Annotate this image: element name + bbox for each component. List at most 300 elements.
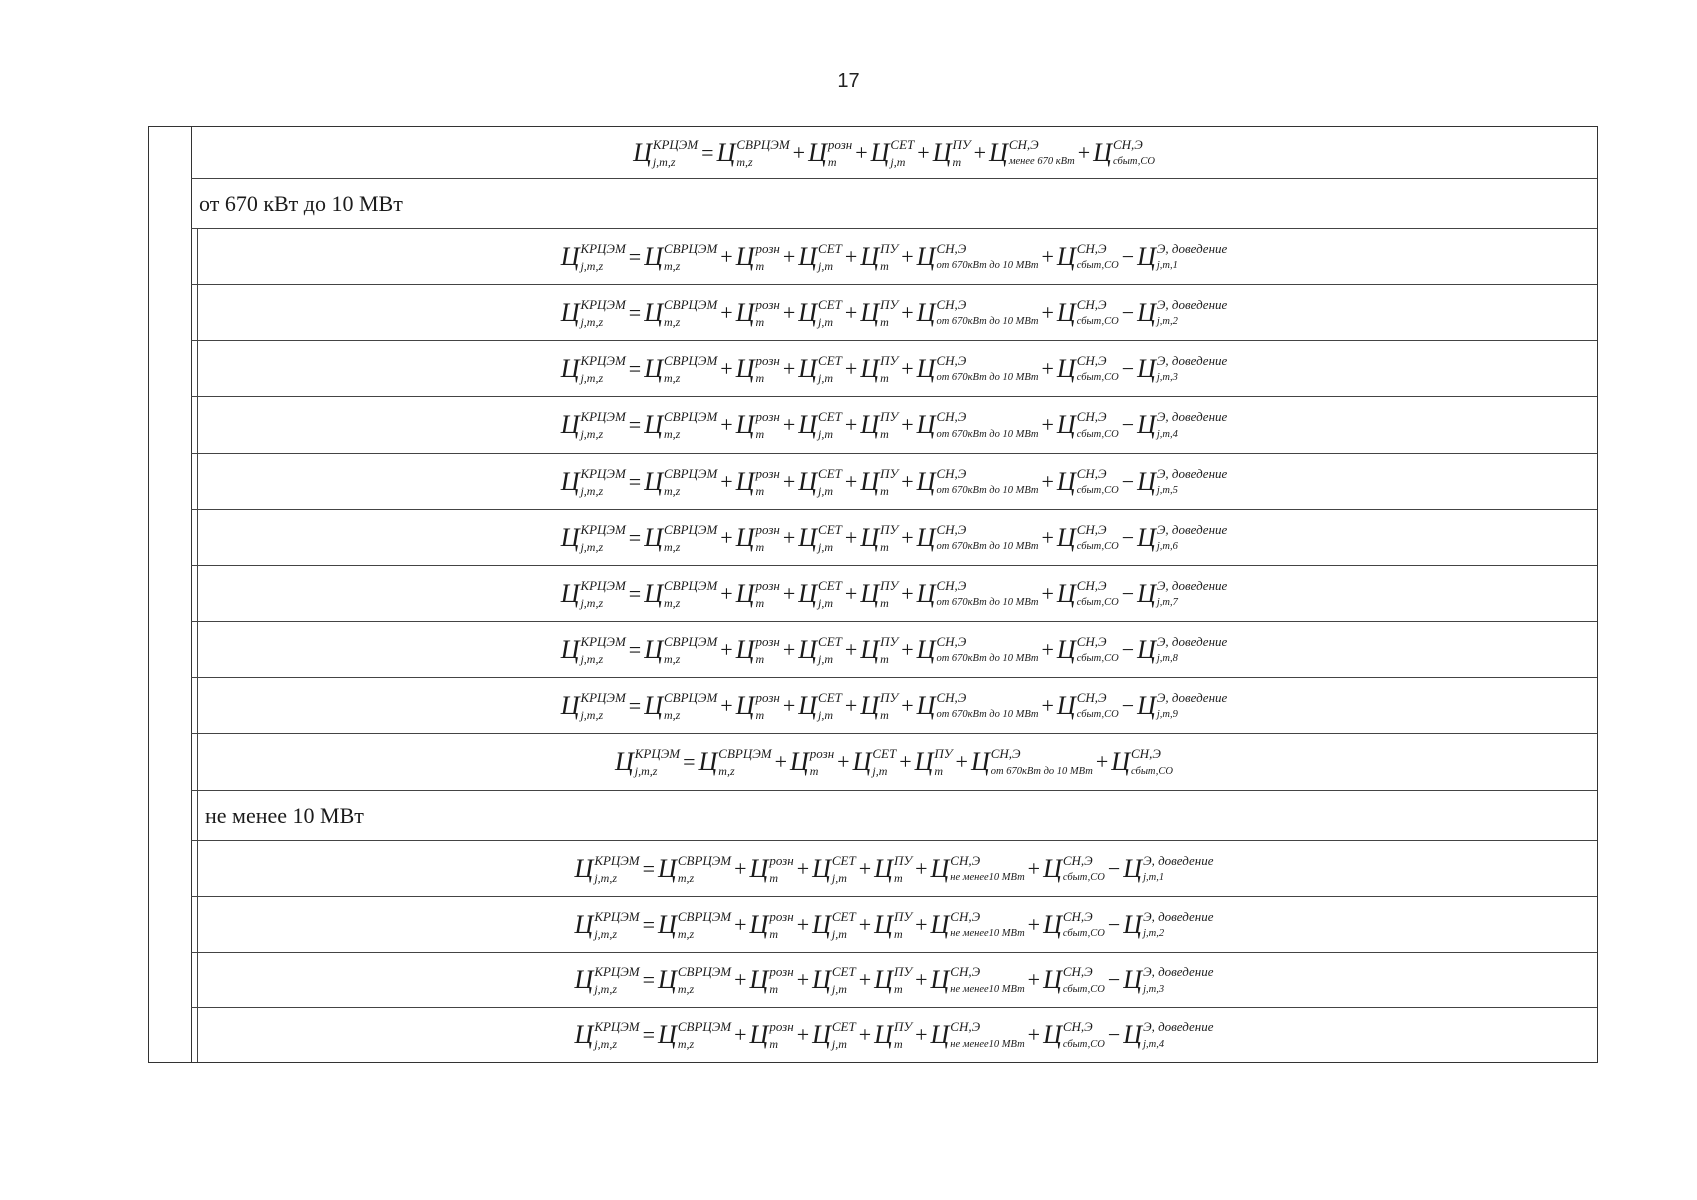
term-subscript: m,z [663, 427, 681, 441]
operator: + [901, 636, 914, 662]
term-scripts [1143, 854, 1213, 884]
term-subscript: сбыт,СО [1076, 260, 1119, 271]
term-superscript: КРЦЭМ [594, 908, 640, 924]
term-krtsem [575, 1020, 640, 1050]
formula-row [191, 734, 1597, 791]
term-superscript: КРЦЭМ [580, 240, 626, 256]
operator: = [628, 299, 642, 325]
formula-row [191, 897, 1597, 953]
price-symbol: Ц [1111, 747, 1131, 776]
term-superscript: ПУ [880, 296, 899, 312]
operator: + [1041, 299, 1054, 325]
operator: + [901, 243, 914, 269]
term-scripts [580, 579, 625, 609]
term-superscript: СН,Э [950, 908, 981, 924]
term-subscript: m [755, 651, 765, 666]
term-subscript: не менее10 МВт [950, 928, 1025, 939]
price-symbol: Ц [658, 965, 677, 994]
term-subscript: j,m [818, 427, 834, 441]
term-superscript: Э, доведение [1156, 689, 1228, 705]
term-subscript: j,m,z [594, 982, 617, 996]
term-sn-volume [917, 410, 1039, 440]
term-scripts [1063, 854, 1105, 884]
operator: + [720, 692, 733, 718]
term-scripts [880, 298, 898, 328]
term-sn-volume [917, 691, 1039, 721]
cell-divider [197, 622, 198, 677]
term-subscript: не менее10 МВт [950, 983, 1025, 995]
operator: + [858, 1022, 872, 1047]
term-scripts [580, 523, 625, 553]
price-symbol: Ц [798, 522, 818, 552]
price-symbol: Ц [914, 747, 934, 776]
term-rozn [750, 910, 794, 940]
operator: = [628, 468, 642, 494]
term-sn-volume [917, 354, 1039, 384]
term-subscript: сбыт,СО [1112, 156, 1155, 167]
term-subscript: j,m [818, 370, 834, 385]
term-subscript: m,z [663, 483, 681, 498]
term-scripts [1077, 635, 1119, 665]
operator: + [796, 911, 810, 937]
price-symbol: Ц [798, 297, 818, 327]
term-set [798, 579, 842, 609]
price-symbol: Ц [808, 137, 827, 167]
term-superscript: СЕТ [831, 908, 856, 924]
term-superscript: СН,Э [1076, 521, 1107, 537]
term-krtsem [561, 467, 626, 497]
price-symbol: Ц [644, 410, 663, 439]
term-scripts [936, 242, 1038, 272]
term-superscript: СН,Э [936, 465, 967, 481]
term-scripts [936, 467, 1038, 497]
term-rozn [736, 298, 780, 328]
term-rozn [736, 467, 780, 497]
term-superscript: СН,Э [1131, 746, 1161, 761]
price-symbol: Ц [749, 965, 769, 994]
operator: − [1121, 468, 1135, 494]
operator: + [720, 355, 733, 381]
term-subscript: m [880, 314, 889, 329]
price-formula [615, 747, 1173, 777]
term-scripts [1063, 1020, 1105, 1050]
term-set [798, 691, 842, 721]
term-scripts [664, 298, 717, 328]
price-symbol: Ц [874, 853, 893, 883]
formula-row [191, 229, 1597, 285]
term-subscript: m [755, 595, 765, 610]
operator: − [1121, 299, 1135, 325]
term-scripts [755, 579, 779, 609]
term-scripts [755, 298, 779, 328]
formula-table [148, 126, 1598, 1063]
price-symbol: Ц [874, 1020, 893, 1049]
term-subscript: сбыт,СО [1131, 765, 1173, 777]
term-superscript: розн [755, 240, 780, 256]
term-superscript: СН,Э [936, 577, 967, 593]
cell-divider [197, 285, 198, 340]
term-superscript: СВРЦЭМ [736, 136, 790, 152]
price-symbol: Ц [1056, 522, 1076, 552]
operator: = [628, 636, 642, 662]
price-symbol: Ц [560, 466, 580, 496]
term-scripts [832, 1020, 856, 1050]
term-krtsem [561, 635, 626, 665]
term-superscript: КРЦЭМ [594, 964, 640, 979]
term-scripts [1063, 910, 1105, 940]
term-scripts [755, 635, 779, 665]
price-symbol: Ц [916, 353, 936, 383]
cell-divider [197, 791, 198, 840]
price-formula [561, 467, 1228, 497]
price-formula [561, 410, 1228, 440]
term-sn-sbyt [1111, 747, 1173, 777]
term-svrtsem [644, 298, 717, 328]
term-sn-volume [931, 854, 1025, 884]
term-subscript: сбыт,СО [1062, 983, 1105, 995]
term-subscript: j,m,z [634, 764, 658, 778]
price-symbol: Ц [560, 634, 580, 664]
term-superscript: КРЦЭМ [580, 409, 626, 424]
term-superscript: СЕТ [818, 465, 842, 481]
term-pu [874, 965, 912, 995]
term-scripts [890, 138, 914, 168]
price-symbol: Ц [798, 353, 818, 383]
term-sn-volume [931, 910, 1025, 940]
term-superscript: Э, доведение [1156, 409, 1228, 424]
term-subscript: от 670кВт до 10 МВт [936, 428, 1039, 440]
term-subscript: j,m,z [580, 595, 604, 610]
operator: + [858, 855, 872, 881]
term-superscript: СЕТ [890, 136, 915, 152]
term-subscript: j,m,z [580, 427, 604, 441]
term-superscript: СВРЦЭМ [663, 689, 718, 705]
term-subscript: m [893, 982, 903, 996]
page-number: 17 [837, 70, 860, 92]
term-scripts [818, 691, 842, 721]
term-subscript: m,z [718, 764, 735, 778]
section-title: не менее 10 МВт [205, 802, 364, 828]
price-symbol: Ц [560, 241, 580, 271]
price-symbol: Ц [916, 634, 936, 664]
term-superscript: СН,Э [1008, 136, 1039, 152]
term-subscript: j,m,3 [1156, 372, 1178, 383]
term-scripts [880, 242, 898, 272]
price-symbol: Ц [574, 965, 594, 994]
price-symbol: Ц [860, 410, 880, 439]
term-superscript: СЕТ [831, 964, 856, 979]
term-subscript: сбыт,СО [1076, 597, 1119, 608]
term-rozn [736, 354, 780, 384]
operator: = [628, 580, 642, 606]
term-subscript: m,z [663, 539, 681, 554]
term-superscript: СН,Э [1062, 852, 1093, 868]
operator: + [1041, 580, 1054, 606]
price-formula [575, 1020, 1214, 1050]
term-scripts [818, 579, 842, 609]
term-svrtsem [644, 354, 717, 384]
term-superscript: СН,Э [936, 409, 967, 424]
price-symbol: Ц [1093, 137, 1112, 167]
term-superscript: розн [827, 136, 853, 152]
term-subscript: от 670кВт до 10 МВт [990, 765, 1093, 777]
term-scripts [894, 854, 912, 884]
term-svrtsem [644, 691, 717, 721]
term-superscript: СН,Э [950, 852, 981, 868]
operator: + [720, 412, 733, 437]
term-scripts [1143, 1020, 1213, 1050]
formula-row [191, 397, 1597, 454]
price-symbol: Ц [1137, 634, 1156, 664]
term-scripts [872, 747, 896, 777]
term-set [798, 635, 842, 665]
term-superscript: Э, доведение [1143, 1019, 1214, 1034]
term-krtsem [561, 691, 626, 721]
term-sn-sbyt [1057, 410, 1119, 440]
term-scripts [880, 691, 898, 721]
table-body [191, 127, 1597, 1062]
term-scripts [1131, 747, 1173, 777]
term-superscript: Э, доведение [1156, 521, 1228, 537]
operator: + [858, 911, 872, 937]
operator: + [1077, 139, 1091, 165]
term-scripts [769, 910, 793, 940]
term-dovedenie [1123, 965, 1213, 995]
term-pu [860, 410, 898, 440]
term-superscript: ПУ [880, 409, 899, 424]
price-symbol: Ц [790, 747, 809, 776]
term-subscript: сбыт,СО [1076, 316, 1119, 327]
term-rozn [808, 138, 852, 168]
term-dovedenie [1123, 910, 1213, 940]
term-superscript: ПУ [880, 465, 899, 481]
cell-divider [197, 566, 198, 621]
term-subscript: j,m,1 [1156, 260, 1178, 271]
price-formula [561, 354, 1228, 384]
term-superscript: розн [769, 964, 794, 979]
term-scripts [880, 410, 898, 440]
term-sn-sbyt [1057, 635, 1119, 665]
term-svrtsem [658, 910, 731, 940]
term-subscript: m [880, 427, 889, 441]
price-symbol: Ц [1123, 853, 1143, 883]
term-scripts [769, 965, 793, 995]
term-subscript: сбыт,СО [1076, 372, 1119, 383]
term-subscript: от 670кВт до 10 МВт [936, 260, 1039, 271]
term-scripts [664, 242, 717, 272]
formula-row [191, 953, 1597, 1008]
term-scripts [950, 910, 1024, 940]
term-scripts [664, 635, 717, 665]
term-scripts [950, 1020, 1024, 1050]
term-subscript: не менее10 МВт [950, 872, 1025, 883]
price-symbol: Ц [916, 241, 936, 271]
term-subscript: j,m,z [594, 1037, 617, 1051]
term-subscript: m [755, 539, 765, 554]
term-scripts [818, 635, 842, 665]
term-scripts [580, 691, 625, 721]
term-svrtsem [699, 747, 772, 777]
price-symbol: Ц [916, 578, 936, 608]
price-symbol: Ц [860, 522, 880, 552]
term-scripts [653, 138, 698, 168]
price-symbol: Ц [633, 137, 652, 167]
price-symbol: Ц [698, 747, 718, 776]
term-superscript: СВРЦЭМ [663, 633, 718, 649]
term-subscript: m,z [663, 370, 681, 385]
term-superscript: КРЦЭМ [580, 521, 626, 537]
term-subscript: m [880, 707, 889, 722]
term-dovedenie [1123, 854, 1213, 884]
price-symbol: Ц [644, 578, 663, 608]
section-title: от 670 кВт до 10 МВт [199, 190, 403, 216]
operator: − [1121, 692, 1135, 718]
term-scripts [736, 138, 789, 168]
term-subscript: m,z [677, 982, 695, 996]
term-superscript: СЕТ [818, 409, 842, 424]
price-symbol: Ц [644, 241, 663, 271]
term-subscript: от 670кВт до 10 МВт [936, 653, 1039, 664]
term-subscript: j,m,2 [1143, 928, 1165, 939]
term-krtsem [561, 242, 626, 272]
term-pu [860, 298, 898, 328]
formula-row [191, 127, 1597, 179]
section-header-row [191, 179, 1597, 229]
operator: + [973, 139, 987, 165]
operator: + [734, 855, 747, 881]
term-superscript: розн [755, 689, 780, 705]
price-symbol: Ц [1043, 1020, 1062, 1049]
term-superscript: розн [755, 521, 780, 537]
term-scripts [1077, 579, 1119, 609]
term-subscript: j,m,4 [1156, 428, 1178, 440]
operator: − [1121, 243, 1135, 269]
price-symbol: Ц [749, 909, 769, 939]
operator: − [1107, 1022, 1121, 1047]
term-superscript: розн [755, 465, 780, 481]
term-scripts [880, 523, 898, 553]
term-subscript: m,z [663, 314, 681, 329]
operator: = [628, 692, 642, 718]
price-symbol: Ц [860, 634, 880, 664]
price-symbol: Ц [644, 297, 663, 327]
price-symbol: Ц [860, 353, 880, 383]
term-krtsem [615, 747, 680, 777]
operator: + [844, 299, 858, 325]
operator: = [628, 243, 642, 269]
term-subscript: сбыт,СО [1076, 428, 1119, 440]
term-scripts [818, 354, 842, 384]
term-subscript: менее 670 кВт [1008, 156, 1075, 167]
price-symbol: Ц [749, 853, 769, 883]
term-scripts [1077, 467, 1119, 497]
price-formula [561, 523, 1228, 553]
operator: − [1121, 524, 1135, 550]
term-sn-sbyt [1057, 354, 1119, 384]
term-set [798, 242, 842, 272]
operator: + [837, 749, 850, 774]
term-subscript: m [809, 764, 819, 778]
term-superscript: СЕТ [818, 521, 842, 537]
price-symbol: Ц [916, 466, 936, 496]
cell-divider [197, 734, 198, 790]
term-subscript: m [755, 427, 765, 441]
price-symbol: Ц [716, 137, 736, 167]
term-set [853, 747, 897, 777]
price-symbol: Ц [658, 853, 677, 883]
term-subscript: m [755, 258, 765, 273]
term-dovedenie [1137, 410, 1227, 440]
term-svrtsem [644, 467, 717, 497]
operator: + [901, 468, 914, 494]
term-superscript: СВРЦЭМ [677, 852, 732, 868]
term-sn-sbyt [1057, 467, 1119, 497]
term-sn-volume [989, 138, 1075, 168]
operator: + [917, 139, 930, 165]
term-subscript: j,m [890, 154, 906, 169]
term-scripts [818, 298, 842, 328]
operator: + [1027, 1022, 1041, 1047]
price-symbol: Ц [560, 522, 580, 552]
term-pu [874, 910, 912, 940]
term-subscript: m,z [677, 926, 695, 941]
term-pu [860, 635, 898, 665]
term-rozn [736, 410, 780, 440]
term-subscript: j,m [818, 483, 834, 498]
term-superscript: розн [755, 577, 780, 593]
term-subscript: сбыт,СО [1076, 709, 1119, 720]
term-subscript: j,m,z [580, 314, 604, 329]
term-sn-sbyt [1057, 298, 1119, 328]
price-symbol: Ц [574, 853, 594, 883]
term-subscript: j,m [818, 314, 834, 329]
term-subscript: j,m,z [594, 926, 617, 941]
formula-row [191, 566, 1597, 622]
term-scripts [678, 910, 731, 940]
term-sn-sbyt [1057, 242, 1119, 272]
term-set [798, 523, 842, 553]
price-symbol: Ц [644, 466, 663, 496]
term-sn-sbyt [1043, 910, 1105, 940]
term-superscript: СН,Э [1076, 240, 1107, 256]
price-symbol: Ц [735, 466, 755, 496]
term-krtsem [561, 410, 626, 440]
term-superscript: розн [809, 746, 835, 761]
price-symbol: Ц [1056, 634, 1076, 664]
term-subscript: от 670кВт до 10 МВт [936, 485, 1039, 496]
term-scripts [635, 747, 680, 777]
term-subscript: m,z [677, 870, 695, 885]
operator: + [792, 139, 806, 165]
term-subscript: m [952, 154, 962, 169]
term-dovedenie [1123, 1020, 1213, 1050]
operator: − [1121, 355, 1135, 381]
term-superscript: КРЦЭМ [594, 1019, 640, 1034]
term-rozn [750, 1020, 794, 1050]
price-symbol: Ц [930, 909, 950, 939]
operator: + [844, 468, 858, 494]
operator: + [782, 524, 796, 550]
term-subscript: от 670кВт до 10 МВт [936, 316, 1039, 327]
term-pu [933, 138, 971, 168]
term-superscript: СВРЦЭМ [677, 1019, 732, 1034]
price-symbol: Ц [735, 522, 755, 552]
price-symbol: Ц [560, 297, 580, 327]
cell-divider [197, 678, 198, 733]
term-superscript: Э, доведение [1156, 577, 1228, 593]
term-superscript: Э, доведение [1143, 964, 1214, 979]
term-scripts [755, 691, 779, 721]
